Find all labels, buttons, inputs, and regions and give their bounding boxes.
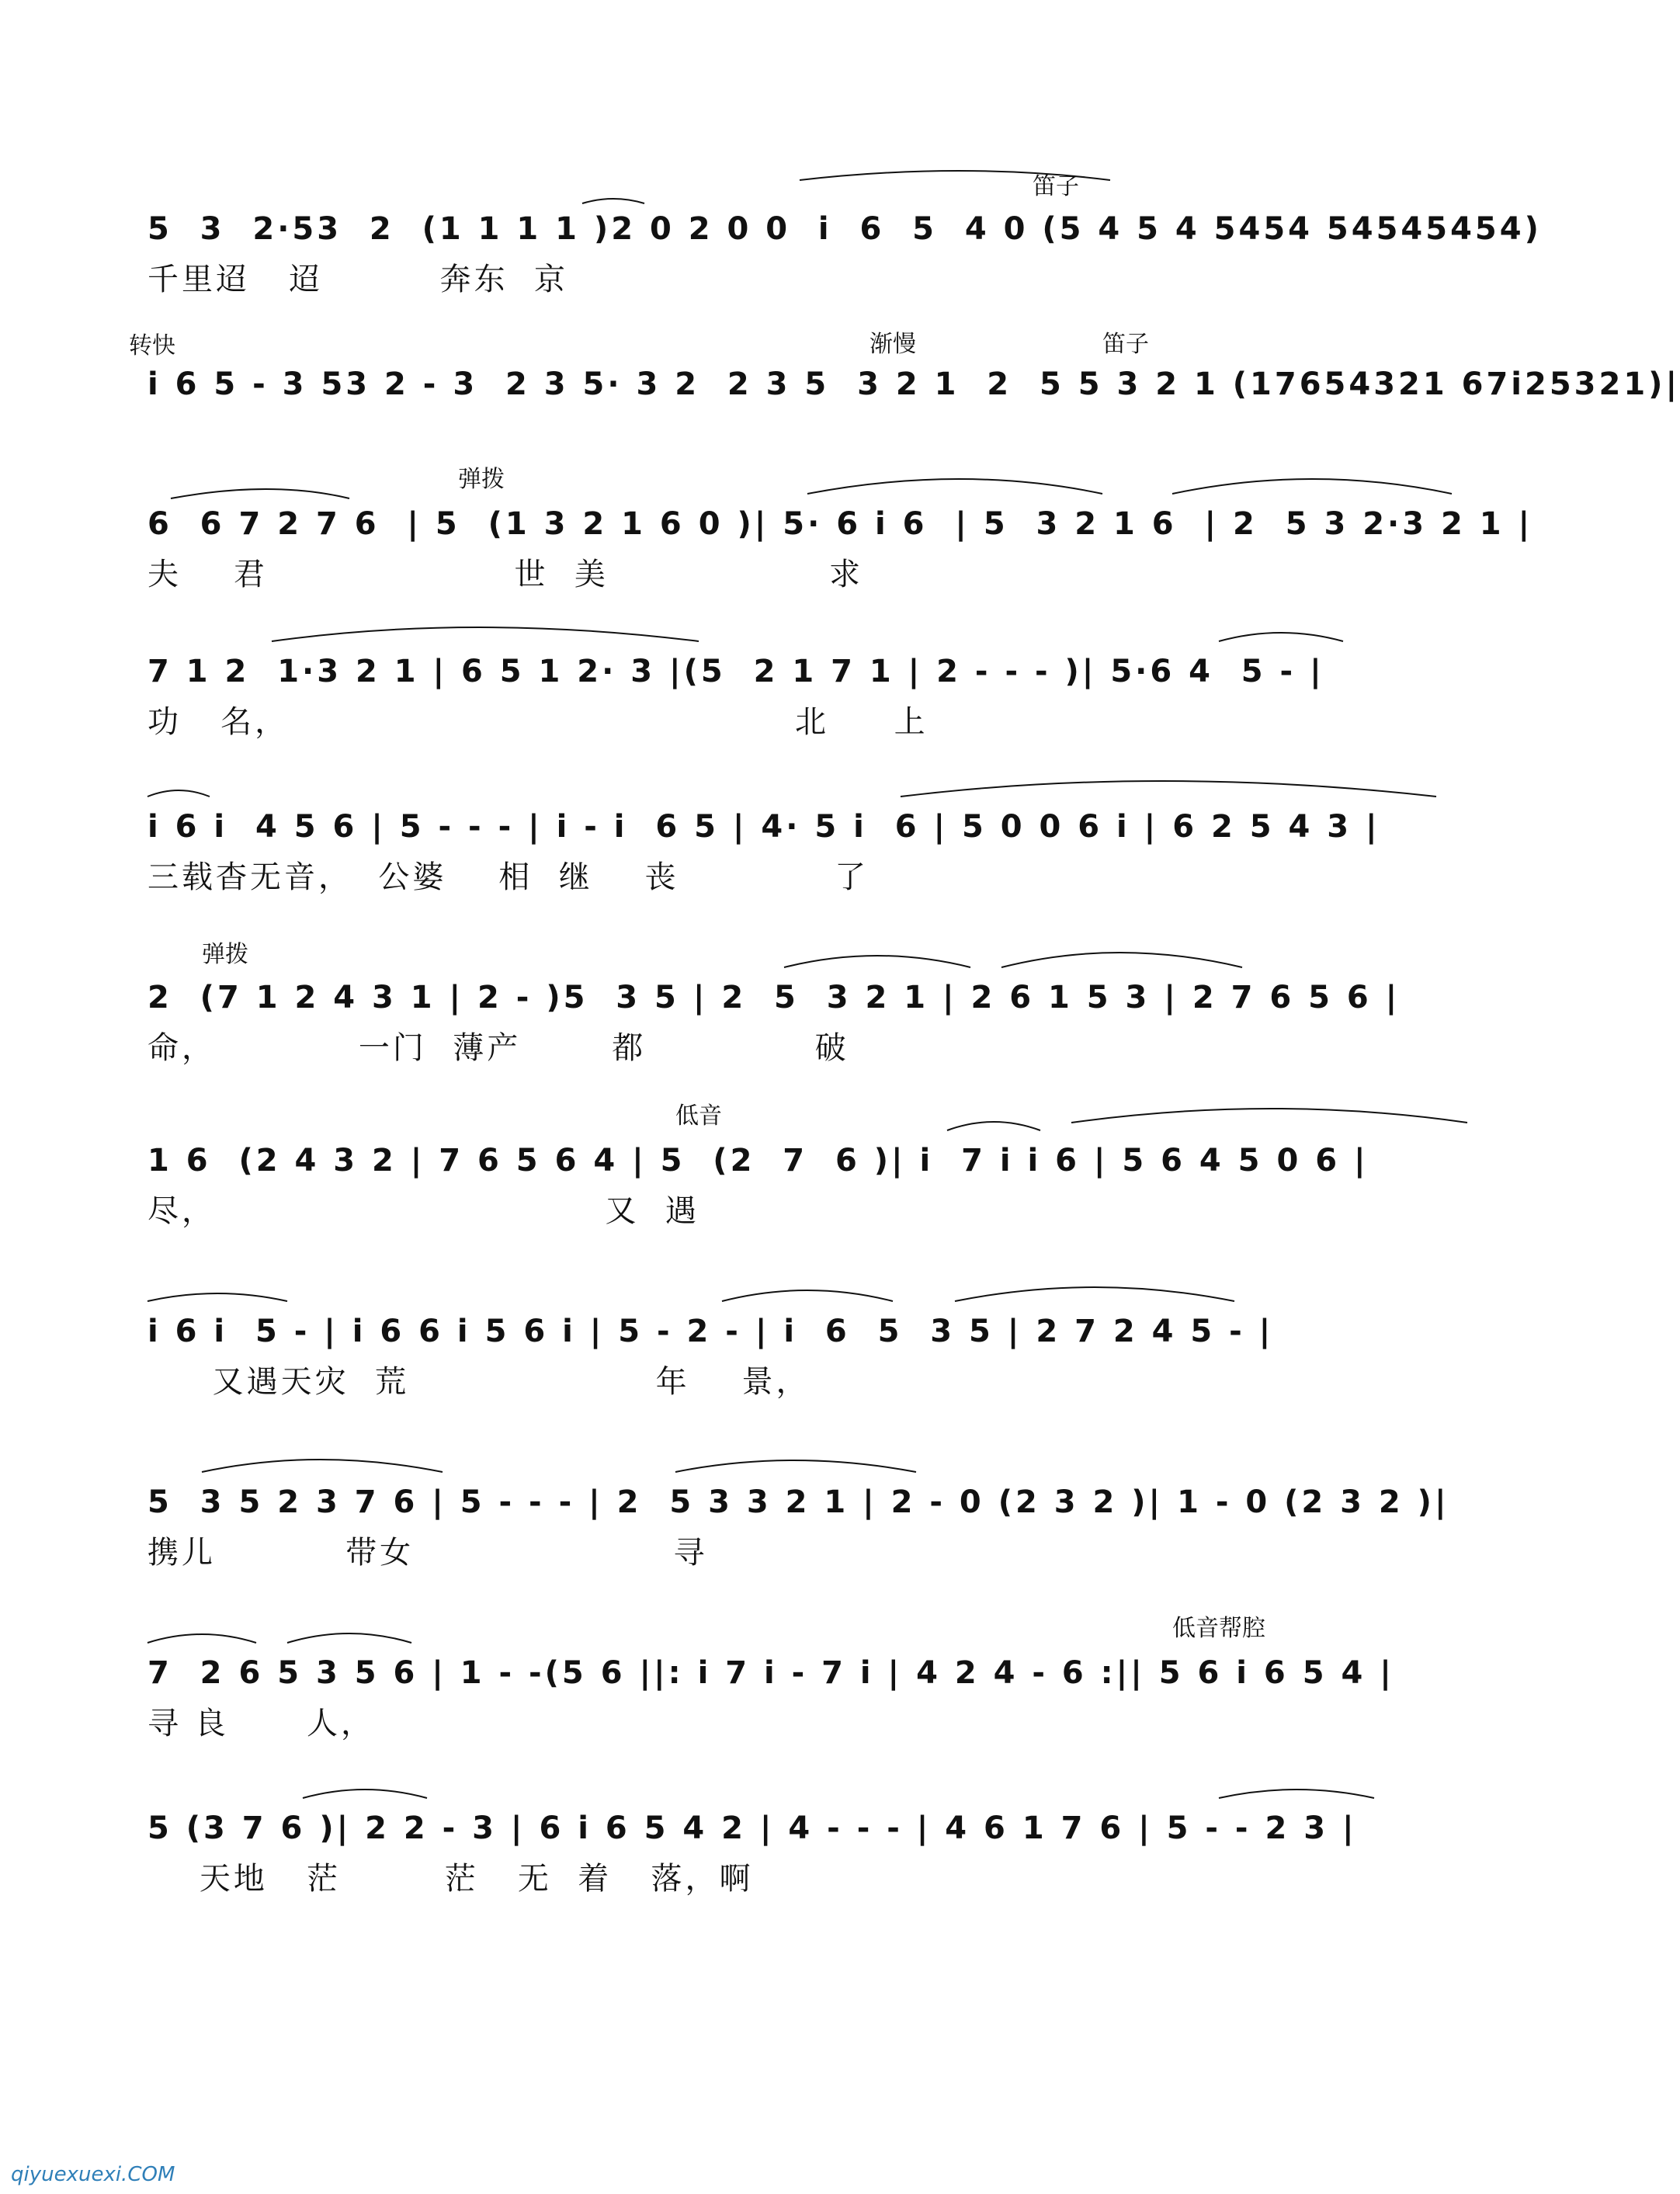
instrument-mark: 弹拨: [202, 941, 248, 968]
notation-line: 2 (7 1 2 4 3 1 | 2 - )5 3 5 | 2 5 3 2 1 | 2 6 1 5 3 | 2 7 6 5 6 |: [148, 980, 1401, 1015]
score-system-5: [148, 761, 1467, 916]
instrument-mark: 弹拨: [458, 466, 505, 493]
notation-line: 1 6 (2 4 3 2 | 7 6 5 6 4 | 5 (2 7 6 )| i 7 i i 6 | 5 6 4 5 0 6 |: [148, 1143, 1369, 1179]
score-system-11: [148, 1762, 1467, 1918]
notation-line: i 6 i 4 5 6 | 5 - - - | i - i 6 5 | 4· 5 i 6 | 5 0 0 6 i | 6 2 5 4 3 |: [148, 809, 1380, 845]
lyric-line: 千里迢 迢 奔东 京: [148, 262, 569, 297]
lyric-line: [148, 415, 1467, 455]
score-system-7: [148, 1095, 1467, 1250]
lyric-line: 又遇天灾 荒 年 景，: [148, 1364, 810, 1400]
instrument-mark: 笛子: [1102, 331, 1149, 358]
site-watermark: qiyuexuexi.COM: [11, 2163, 175, 2186]
lyric-line: 夫 君 世 美 求: [148, 557, 864, 592]
tempo-mark: 转快: [129, 332, 175, 359]
notation-line: 5 (3 7 6 )| 2 2 - 3 | 6 i 6 5 4 2 | 4 - - - | 4 6 1 7 6 | 5 - - 2 3 |: [148, 1810, 1357, 1846]
notation-line: 6 6 7 2 7 6 | 5 (1 3 2 1 6 0 )| 5· 6 i 6 | 5 3 2 1 6 | 2 5 3 2·3 2 1 |: [148, 506, 1533, 542]
lyric-line: 三载杳无音， 公婆 相 继 丧 了: [148, 859, 870, 895]
score-system-8: [148, 1265, 1467, 1421]
score-system-9: [148, 1436, 1467, 1592]
lyric-line: 尽， 又 遇: [148, 1193, 699, 1229]
instrument-mark: 笛子: [1033, 173, 1079, 200]
notation-line: 5 3 5 2 3 7 6 | 5 - - - | 2 5 3 3 2 1 | 2 - 0 (2 3 2 )| 1 - 0 (2 3 2 )|: [148, 1484, 1449, 1520]
notation-line: 7 2 6 5 3 5 6 | 1 - -(5 6 ||: i 7 i - 7 i | 4 2 4 - 6 :|| 5 6 i 6 5 4 |: [148, 1655, 1394, 1691]
score-system-4: [148, 606, 1467, 761]
lyric-line: 携儿 带女 寻: [148, 1535, 708, 1571]
lyric-line: 天地 茫 茫 无 着 落，啊: [148, 1861, 754, 1897]
lyric-line: 功 名， 北 上: [148, 704, 929, 740]
register-mark: 低音: [675, 1102, 722, 1130]
score-system-1: [148, 163, 1542, 318]
notation-line: i 6 5 - 3 53 2 - 3 2 3 5· 3 2 2 3 5 3 2 1 2 5 5 3 2 1 (17654321 67i25321)|: [148, 366, 1680, 402]
score-system-2: [129, 318, 1680, 474]
notation-line: i 6 i 5 - | i 6 6 i 5 6 i | 5 - 2 - | i 6 5 3 5 | 2 7 2 4 5 - |: [148, 1314, 1274, 1349]
notation-line: 7 1 2 1·3 2 1 | 6 5 1 2· 3 |(5 2 1 7 1 | 2 - - - )| 5·6 4 5 - |: [148, 654, 1324, 689]
lyric-line: 命， 一门 薄产 都 破: [148, 1030, 849, 1066]
register-mark: 低音帮腔: [1172, 1615, 1265, 1642]
score-system-10: [148, 1607, 1467, 1762]
lyric-line: 寻 良 人，: [148, 1706, 376, 1741]
score-system-6: [148, 932, 1467, 1087]
notation-line: 5 3 2·53 2 (1 1 1 1 )2 0 2 0 0 i 6 5 4 0 (5 4 5 4 5454 54545454): [148, 211, 1542, 247]
tempo-mark: 渐慢: [870, 331, 916, 358]
score-system-3: [148, 458, 1533, 613]
